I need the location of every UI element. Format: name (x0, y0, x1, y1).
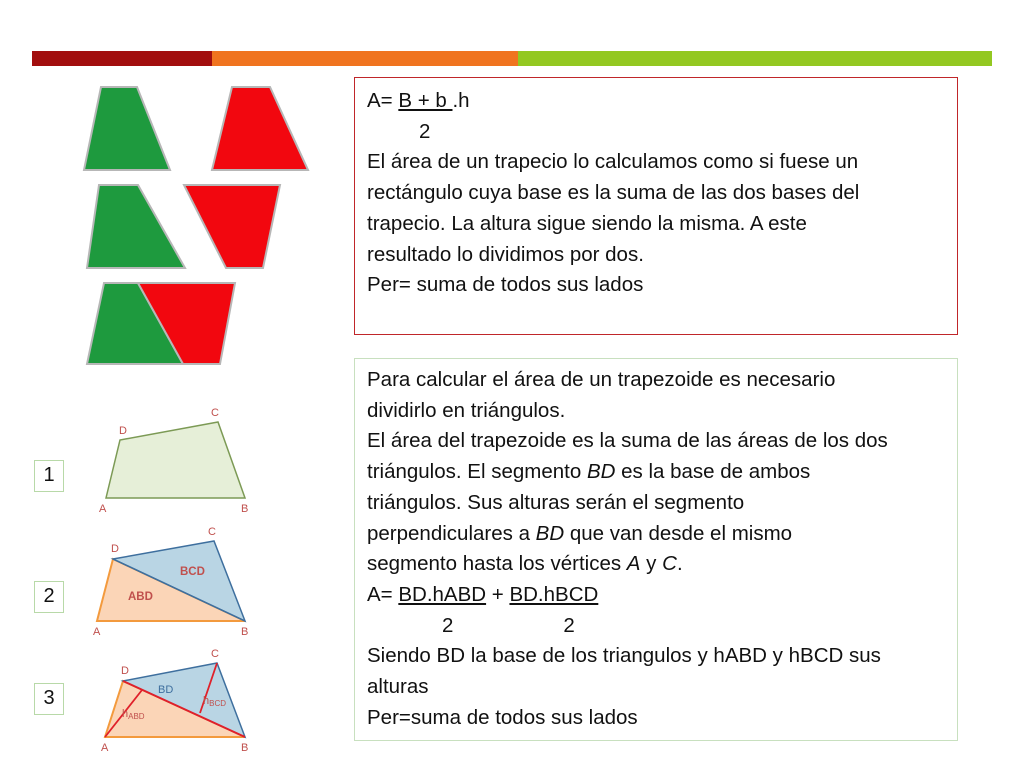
trapezoid-red-2 (184, 185, 280, 268)
trapecio-text-box (354, 77, 958, 335)
trapezoid-figure-2 (93, 526, 248, 638)
height-label-hbcd: hBCD (203, 695, 227, 708)
trapezoide-text-line: triángulos. El segmento BD es la base de ambos (367, 460, 811, 484)
trapezoide-formula-denominators: 2 2 (442, 613, 575, 637)
trapecio-text-line: El área de un trapecio lo calculamos como si fuese un (367, 150, 859, 174)
vertex-label-b: B (241, 503, 249, 515)
vertex-label-d: D (111, 543, 119, 555)
vertex-label-b: B (241, 742, 249, 754)
vertex-label-c: C (208, 526, 216, 538)
vertex-label-d: D (121, 665, 129, 677)
vertex-label-a: A (99, 503, 107, 515)
trapecio-formula-denominator: 2 (419, 119, 431, 143)
vertex-label-a: A (93, 626, 101, 638)
trapezoid-green-2 (87, 185, 185, 268)
trapecio-text-line: resultado lo dividimos por dos. (367, 242, 644, 266)
step-number-3: 3 (34, 683, 64, 715)
trapecio-text-line: trapecio. La altura sigue siendo la misma. A este (367, 211, 807, 235)
vertex-label-a: A (101, 742, 109, 754)
trapecio-perimeter: Per= suma de todos sus lados (367, 273, 644, 297)
segment-label-bd: BD (158, 684, 174, 696)
vertex-label-b: B (241, 626, 249, 638)
trapezoide-perimeter: Per=suma de todos sus lados (367, 705, 638, 729)
trapezoide-text-line: El área del trapezoide es la suma de las áreas de los dos (367, 429, 888, 453)
trapezoide-text-line: triángulos. Sus alturas serán el segmento (367, 490, 745, 514)
vertex-label-c: C (211, 648, 219, 660)
height-label-habd: hABD (122, 708, 145, 721)
step-number-2: 2 (34, 581, 64, 613)
trapezoide-text-line: dividirlo en triángulos. (367, 398, 566, 422)
trapezoid-green-1 (84, 87, 170, 170)
trapezoide-text-line: alturas (367, 675, 429, 699)
trapezoide-text-box (354, 358, 958, 741)
trapecio-text-line: rectángulo cuya base es la suma de las dos bases del (367, 181, 860, 205)
trapezoid-red-1 (212, 87, 308, 170)
trapezoid-figure-3 (101, 648, 248, 754)
triangle-label-bcd: BCD (180, 566, 205, 578)
trapezoid-figure-1 (99, 407, 248, 515)
trapezoide-text-line: Para calcular el área de un trapezoide es necesario (367, 368, 836, 391)
trapezoide-text-line: Siendo BD la base de los triangulos y hABD y hBCD sus (367, 644, 881, 668)
trapezoide-text-line: perpendiculares a BD que van desde el mismo (367, 521, 793, 545)
trapezoide-formula: A= BD.hABD + BD.hBCD (367, 582, 599, 606)
trapezoide-text-line: segmento hasta los vértices A y C. (367, 552, 683, 576)
step-number-1: 1 (34, 460, 64, 492)
triangle-label-abd: ABD (128, 591, 153, 603)
trapecio-formula: A= B + b .h (367, 89, 470, 112)
vertex-label-d: D (119, 425, 127, 437)
vertex-label-c: C (211, 407, 219, 419)
